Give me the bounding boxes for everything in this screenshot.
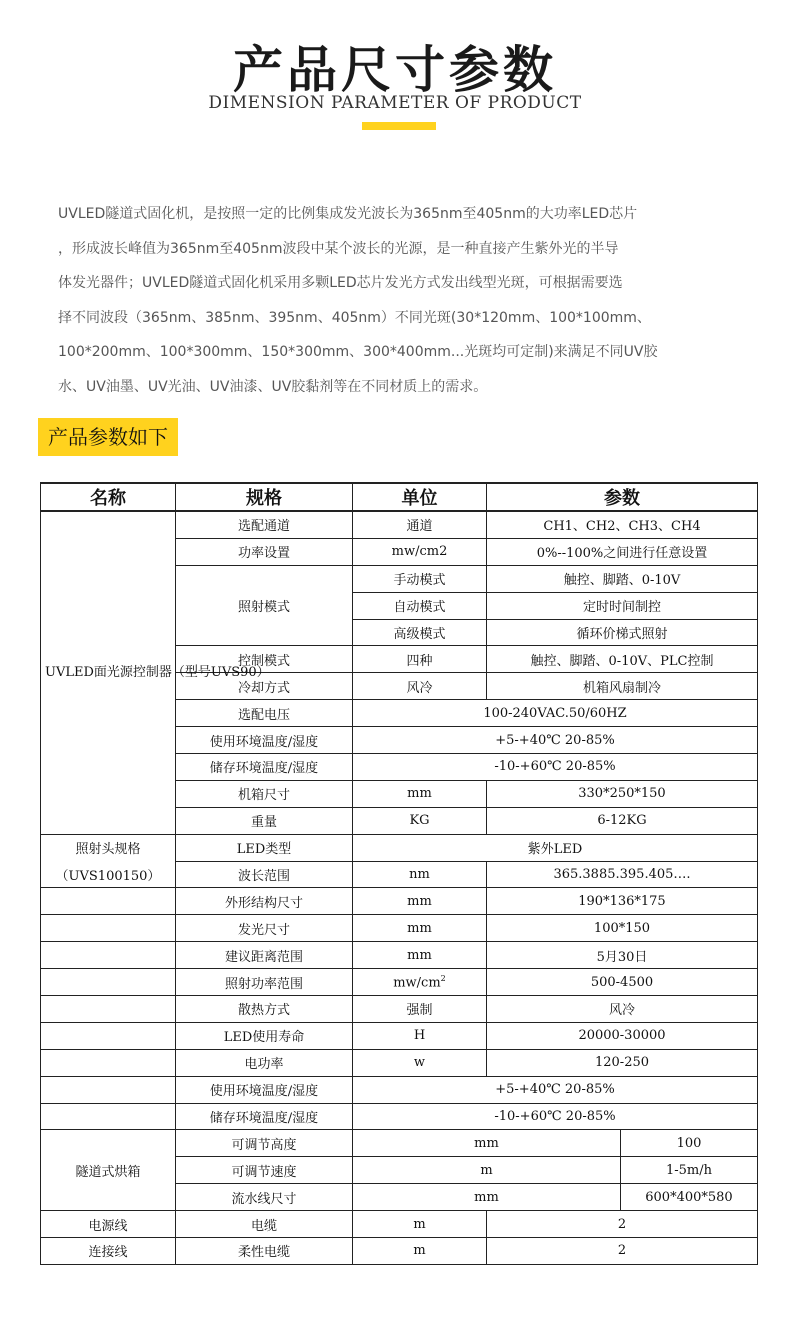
table-header-row <box>41 483 758 511</box>
spec-cell: 可调节速度 <box>176 1157 353 1184</box>
unit-cell: 通道 <box>353 511 487 538</box>
unit-cell: m <box>353 1211 487 1238</box>
unit-cell <box>353 969 487 996</box>
spec-cell: 电缆 <box>176 1211 353 1238</box>
unit-cell: m <box>353 1157 621 1184</box>
unit-cell: H <box>353 1022 487 1049</box>
spec-cell: LED类型 <box>176 834 353 861</box>
param-cell: 100-240VAC.50/60HZ <box>353 700 758 727</box>
empty-cell <box>41 942 176 969</box>
param-cell: 600*400*580 <box>621 1184 758 1211</box>
spec-cell: 使用环境温度/湿度 <box>176 1076 353 1103</box>
param-cell: CH1、CH2、CH3、CH4 <box>487 511 758 538</box>
unit-cell: KG <box>353 807 487 834</box>
param-cell: 100*150 <box>487 915 758 942</box>
param-cell: 1-5m/h <box>621 1157 758 1184</box>
unit-cell: mm <box>353 915 487 942</box>
unit-cell: m <box>353 1238 487 1265</box>
spec-cell: 流水线尺寸 <box>176 1184 353 1211</box>
param-cell: 紫外LED <box>353 834 758 861</box>
spec-cell: 电功率 <box>176 1049 353 1076</box>
spec-cell: 重量 <box>176 807 353 834</box>
param-cell: 20000-30000 <box>487 1022 758 1049</box>
spec-cell: 建议距离范围 <box>176 942 353 969</box>
param-cell: +5-+40℃ 20-85% <box>353 1076 758 1103</box>
empty-cell <box>41 1076 176 1103</box>
unit-cell: mw/cm2 <box>353 538 487 565</box>
param-cell: 定时时间制控 <box>487 592 758 619</box>
spec-cell: 机箱尺寸 <box>176 780 353 807</box>
param-cell: 100 <box>621 1130 758 1157</box>
spec-cell: 波长范围 <box>176 861 353 888</box>
group-head-model: （UVS100150） <box>41 861 176 888</box>
group-head-name: 照射头规格 <box>41 834 176 861</box>
empty-cell <box>41 969 176 996</box>
unit-cell: mm <box>353 780 487 807</box>
page-subtitle: DIMENSION PARAMETER OF PRODUCT <box>208 93 582 113</box>
param-cell: 365.3885.395.405…. <box>487 861 758 888</box>
empty-cell <box>41 1049 176 1076</box>
table-row <box>41 1076 758 1103</box>
param-cell: 120-250 <box>487 1049 758 1076</box>
table-row <box>41 942 758 969</box>
param-cell: 风冷 <box>487 996 758 1023</box>
param-cell: 500-4500 <box>487 969 758 996</box>
spec-cell: 照射功率范围 <box>176 969 353 996</box>
empty-cell <box>41 996 176 1023</box>
param-cell: -10-+60℃ 20-85% <box>353 1103 758 1130</box>
param-cell: 330*250*150 <box>487 780 758 807</box>
spec-cell: 可调节高度 <box>176 1130 353 1157</box>
header-param: 参数 <box>487 483 758 511</box>
spec-cell: 储存环境温度/湿度 <box>176 1103 353 1130</box>
spec-cell: 散热方式 <box>176 996 353 1023</box>
table-row <box>41 1049 758 1076</box>
unit-cell: 高级模式 <box>353 619 487 646</box>
spec-cell: 储存环境温度/湿度 <box>176 754 353 781</box>
param-cell: 190*136*175 <box>487 888 758 915</box>
table-row <box>41 1130 758 1157</box>
table-row <box>41 511 758 538</box>
unit-text: mw/cm <box>393 975 441 991</box>
unit-superscript: 2 <box>440 973 446 983</box>
table-row <box>41 888 758 915</box>
header-unit: 单位 <box>353 483 487 511</box>
empty-cell <box>41 888 176 915</box>
empty-cell <box>41 1022 176 1049</box>
spec-cell: 发光尺寸 <box>176 915 353 942</box>
unit-cell: nm <box>353 861 487 888</box>
table-row <box>41 969 758 996</box>
section-badge: 产品参数如下 <box>38 418 178 456</box>
table-row <box>41 1238 758 1265</box>
title-accent-bar <box>362 122 436 130</box>
param-cell: 机箱风扇制冷 <box>487 673 758 700</box>
unit-cell: w <box>353 1049 487 1076</box>
unit-cell: mm <box>353 942 487 969</box>
spec-cell: 选配电压 <box>176 700 353 727</box>
spec-cell: LED使用寿命 <box>176 1022 353 1049</box>
page-title: 产品尺寸参数 <box>233 41 557 99</box>
table-row <box>41 1211 758 1238</box>
unit-cell: mm <box>353 1130 621 1157</box>
param-cell: 5月30日 <box>487 942 758 969</box>
name-cell: 电源线 <box>41 1211 176 1238</box>
param-cell: 2 <box>487 1211 758 1238</box>
header-spec: 规格 <box>176 483 353 511</box>
spec-cell: 照射模式 <box>176 565 353 646</box>
param-cell: +5-+40℃ 20-85% <box>353 727 758 754</box>
unit-cell: 手动模式 <box>353 565 487 592</box>
group-oven-name: 隧道式烘箱 <box>41 1130 176 1211</box>
table-row <box>41 834 758 861</box>
spec-cell: 功率设置 <box>176 538 353 565</box>
param-cell: 0%--100%之间进行任意设置 <box>487 538 758 565</box>
param-cell: 6-12KG <box>487 807 758 834</box>
spec-table <box>40 482 758 1265</box>
spec-cell: 冷却方式 <box>176 673 353 700</box>
table-row <box>41 1022 758 1049</box>
intro-paragraph: UVLED隧道式固化机，是按照一定的比例集成发光波长为365nm至405nm的大功率LED芯片 ，形成波长峰值为365nm至405nm波段中某个波长的光源，是一种直接产生紫外光的半导 体发光器件；UVLED隧道式固化机采用多颗LED芯片发光方式发出线型光斑，可根据需要选 择不同波段（365nm、385nm、395nm、405nm）不同光斑(30*120mm、100*100mm、 100*200mm、100*300mm、150*300mm、300*400mm...光斑均可定制)来满足不同UV胶 水、UV油墨、UV光油、UV油漆、UV胶黏剂等在不同材质上的需求。 <box>58 206 658 395</box>
unit-cell: 强制 <box>353 996 487 1023</box>
unit-cell: mm <box>353 1184 621 1211</box>
empty-cell <box>41 915 176 942</box>
param-cell: 循环价梯式照射 <box>487 619 758 646</box>
group-controller-name: UVLED面光源控制器（型号UVS90） <box>41 511 176 834</box>
spec-cell: 控制模式 <box>176 646 353 673</box>
unit-cell: 自动模式 <box>353 592 487 619</box>
spec-cell: 使用环境温度/湿度 <box>176 727 353 754</box>
param-cell: 触控、脚踏、0-10V <box>487 565 758 592</box>
header-name: 名称 <box>41 483 176 511</box>
table-row <box>41 996 758 1023</box>
param-cell: 2 <box>487 1238 758 1265</box>
param-cell: -10-+60℃ 20-85% <box>353 754 758 781</box>
spec-cell: 外形结构尺寸 <box>176 888 353 915</box>
spec-cell: 选配通道 <box>176 511 353 538</box>
table-row <box>41 861 758 888</box>
unit-cell: 风冷 <box>353 673 487 700</box>
name-cell: 连接线 <box>41 1238 176 1265</box>
empty-cell <box>41 1103 176 1130</box>
spec-cell: 柔性电缆 <box>176 1238 353 1265</box>
unit-cell: 四种 <box>353 646 487 673</box>
table-row <box>41 1103 758 1130</box>
param-cell: 触控、脚踏、0-10V、PLC控制 <box>487 646 758 673</box>
table-row <box>41 915 758 942</box>
unit-cell: mm <box>353 888 487 915</box>
